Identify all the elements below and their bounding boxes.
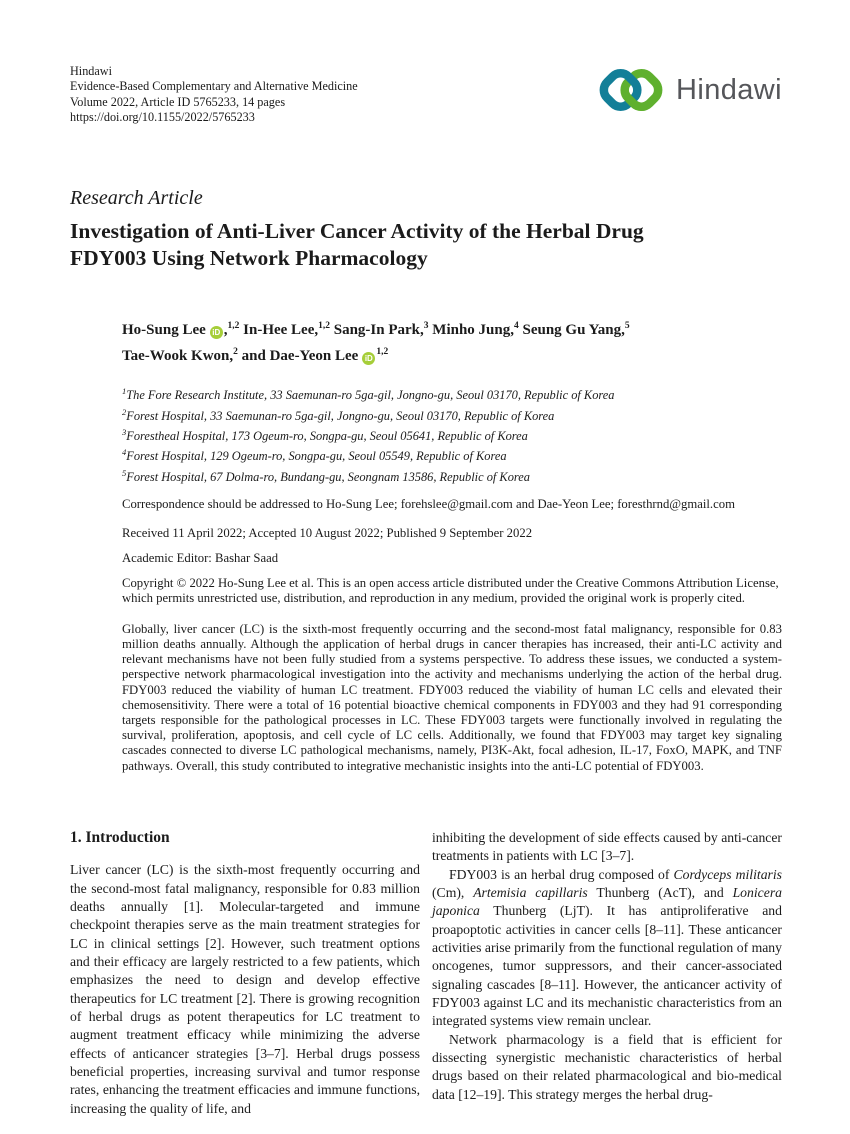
hindawi-logo-icon bbox=[595, 60, 667, 120]
author: Tae-Wook Kwon,$^2$ bbox=[122, 346, 238, 364]
copyright-notice: Copyright © 2022 Ho-Sung Lee et al. This is an open access article distributed under the Creative Commons Attribution License, which permits unrestricted use, distribution, and reproduction in any medium, provided the original work is properly cited. bbox=[122, 576, 779, 605]
section-heading-introduction: 1. Introduction bbox=[70, 828, 170, 846]
affiliation-item: $^5$Forest Hospital, 67 Dolma-ro, Bundang-gu, Seongnam 13586, Republic of Korea bbox=[122, 467, 530, 484]
author-superscript: 4 bbox=[513, 321, 519, 332]
author: In-Hee Lee,$^{1,2}$ bbox=[243, 321, 330, 339]
author: and Dae-Yeon Lee iD$^{1,2}$ bbox=[241, 346, 389, 364]
introduction-section bbox=[70, 829, 782, 1118]
journal-name: Evidence-Based Complementary and Alternative Medicine bbox=[70, 79, 358, 94]
front-matter bbox=[122, 316, 782, 774]
authors-line bbox=[122, 316, 782, 367]
author-superscript: 1,2 bbox=[227, 321, 240, 332]
hindawi-logo bbox=[595, 60, 782, 120]
volume-info: Volume 2022, Article ID 5765233, 14 pages bbox=[70, 94, 286, 109]
article-type-label: Research Article bbox=[70, 187, 203, 210]
academic-editor-line: Academic Editor: Bashar Saad bbox=[122, 551, 279, 566]
author-superscript: 2 bbox=[233, 346, 238, 357]
correspondence-line: Correspondence should be addressed to Ho-Sung Lee; forehslee@gmail.com and Dae-Yeon Lee; foresthrnd@gmail.com bbox=[122, 497, 735, 512]
author: Seung Gu Yang,$^5$ bbox=[522, 321, 630, 339]
publisher-name: Hindawi bbox=[70, 64, 112, 78]
article-title bbox=[70, 218, 782, 271]
intro-column-left bbox=[70, 829, 420, 1118]
paragraph: Liver cancer (LC) is the sixth-most frequently occurring and the second-most fatal malignancy, responsible for 0.83 million deaths annually [1]. Molecular-targeted and immune checkpoint therapies serve as the main treatment strategies for LC in clinical settings [2]. However, such treatment options and their efficacy are largely restricted to a few patients, which emphasizes the need to design and develop effective therapeutics for LC treatment [2]. There is growing recognition of herbal drugs as potent therapeutics for LC treatment to augment treatment efficacy while minimizing the adverse effects of anticancer strategies [3–7]. Herbal drugs possess beneficial properties, increasing survival and tumor response rates, enhancing the treatment efficacies and immune functions, increasing the quality of life, and bbox=[70, 862, 420, 1116]
hindawi-logo-text: Hindawi bbox=[676, 73, 782, 106]
affiliation-item: $^1$The Fore Research Institute, 33 Saemunan-ro 5ga-gil, Jongno-gu, Seoul 03170, Republic of Korea bbox=[122, 386, 615, 403]
abstract-text: Globally, liver cancer (LC) is the sixth-most frequently occurring and the second-most fatal malignancy, responsible for 0.83 million deaths annually. Although the application of herbal drugs in cancer therapies has increased, their anti-LC activity and relevant mechanisms have not been fully studied from a systems perspective. To address these issues, we conducted a system-perspective network pharmacological investigation into the activity and mechanisms underlying the action of the herbal drug. FDY003 reduced the viability of human LC treatment. FDY003 reduced the viability of human LC cells and elevated their chemosensitivity. There were a total of 16 potential bioactive chemical components in FDY003 and they had 91 corresponding targets responsible for the pathological processes in LC. These FDY003 targets were functionally involved in regulating the survival, proliferation, apoptosis, and cell cycle of LC cells. Additionally, we found that FDY003 may target key signaling cascades connected to diverse LC pathological mechanisms, namely, PI3K-Akt, focal adhesion, IL-17, FoxO, MAPK, and TNF pathways. Overall, this study contributed to integrative mechanistic insights into the anti-LC potential of FDY003. bbox=[122, 621, 782, 773]
affiliations bbox=[122, 383, 782, 485]
orcid-icon[interactable]: iD bbox=[210, 326, 223, 339]
author: Ho-Sung Lee iD ,$^{1,2}$ bbox=[122, 321, 240, 339]
publication-metadata bbox=[70, 64, 358, 125]
author-superscript: 1,2 bbox=[318, 321, 330, 332]
doi-link[interactable]: https://doi.org/10.1155/2022/5765233 bbox=[70, 109, 255, 124]
species-name: Artemisia capillaris bbox=[473, 884, 588, 900]
page-header bbox=[70, 64, 782, 125]
author: Minho Jung,$^4$ bbox=[432, 321, 519, 339]
paragraph: inhibiting the development of side effects caused by anti-cancer treatments in patients with LC [3–7]. bbox=[432, 829, 782, 864]
species-name: Cordyceps militaris bbox=[673, 866, 782, 882]
species-name: Lonicera japonica bbox=[432, 884, 782, 919]
affiliation-item: $^4$Forest Hospital, 129 Ogeum-ro, Songpa-gu, Seoul 05549, Republic of Korea bbox=[122, 447, 507, 464]
author-superscript: 5 bbox=[624, 321, 630, 332]
affiliation-item: $^2$Forest Hospital, 33 Saemunan-ro 5ga-gil, Jongno-gu, Seoul 03170, Republic of Korea bbox=[122, 406, 555, 423]
paragraph: FDY003 is an herbal drug composed of Cordyceps militaris (Cm), Artemisia capillaris Thunberg (AcT), and Lonicera japonica Thunberg (LjT). It has antiproliferative and proapoptotic activities in cancer cells [8–11]. These anticancer activities arise primarily from the functional regulation of many oncogenes, tumor suppressors, and their cancer-associated signaling cascades [8–11]. However, the anticancer activity of FDY003 against LC and its mechanistic characteristics from an integrated systems view remain unclear. bbox=[432, 866, 782, 1029]
history-line: Received 11 April 2022; Accepted 10 August 2022; Published 9 September 2022 bbox=[122, 526, 533, 541]
intro-column-right bbox=[432, 829, 782, 1118]
orcid-icon[interactable]: iD bbox=[362, 352, 375, 365]
article-title-line2: FDY003 Using Network Pharmacology bbox=[70, 245, 428, 270]
author-superscript: 1,2 bbox=[376, 346, 389, 357]
article-title-line1: Investigation of Anti-Liver Cancer Activity of the Herbal Drug bbox=[70, 219, 644, 244]
author: Sang-In Park,$^3$ bbox=[333, 321, 429, 339]
affiliation-item: $^3$Forestheal Hospital, 173 Ogeum-ro, Songpa-gu, Seoul 05641, Republic of Korea bbox=[122, 427, 528, 444]
paragraph: Network pharmacology is a field that is efficient for dissecting synergistic mechanistic characteristics of herbal drugs based on their related pharmacological and bio-medical data [12–19]. This strategy merges the herbal drug- bbox=[432, 1031, 782, 1102]
author-superscript: 3 bbox=[423, 321, 429, 332]
